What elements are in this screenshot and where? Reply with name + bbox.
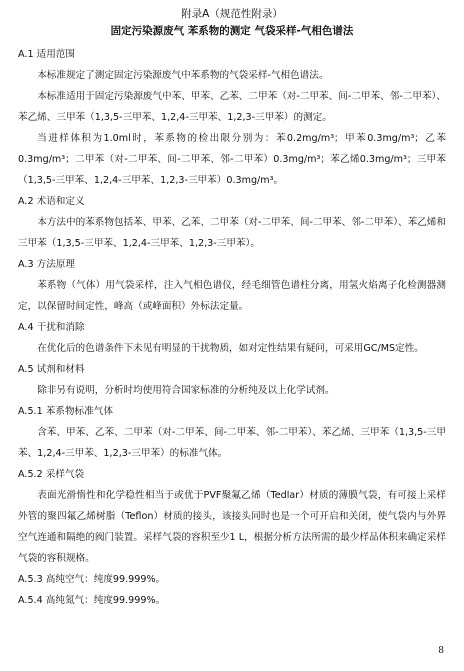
section-a54 xyxy=(18,590,446,611)
section-paragraph: 本标准适用于固定污染源废气中苯、甲苯、乙苯、二甲苯（对-二甲苯、间-二甲苯、邻-二甲苯）、苯乙烯、三甲苯（1,3,5-三甲苯、1,2,4-三甲苯、1,2,3-三甲苯）的测定。 xyxy=(18,91,446,123)
section-paragraph: 本标准规定了测定固定污染源废气中苯系物的气袋采样-气相色谱法。 xyxy=(37,70,329,81)
section-paragraph: 苯系物（气体）用气袋采样，注入气相色谱仪，经毛细管色谱柱分离，用氢火焰离子化检测器测定，以保留时间定性，峰高（或峰面积）外标法定量。 xyxy=(18,280,446,312)
section-a4 xyxy=(18,317,446,359)
section-heading: A.2 术语和定义 xyxy=(18,196,85,207)
section-a1 xyxy=(18,44,446,191)
section-heading: A.5 试剂和材料 xyxy=(18,364,85,375)
section-paragraph: 当进样体积为1.0ml时，苯系物的检出限分别为：苯0.2mg/m³；甲苯0.3mg/m³；乙苯0.3mg/m³；二甲苯（对-二甲苯、间-二甲苯、邻-二甲苯）0.3mg/m³；苯乙烯0.3mg/m³；三甲苯（1,3,5-三甲苯、1,2,4-三甲苯、1,2,3-三甲苯）0.3mg/m³。 xyxy=(18,133,446,186)
section-heading: A.4 干扰和消除 xyxy=(18,322,85,333)
section-paragraph: 在优化后的色谱条件下未见有明显的干扰物质，如对定性结果有疑问，可采用GC/MS定性。 xyxy=(37,343,424,354)
section-heading: A.3 方法原理 xyxy=(18,259,75,270)
section-heading: A.1 适用范围 xyxy=(18,49,75,60)
document-title: 固定污染源废气 苯系物的测定 气袋采样-气相色谱法 xyxy=(110,25,354,37)
section-a53 xyxy=(18,569,446,590)
section-paragraph: 本方法中的苯系物包括苯、甲苯、乙苯、二甲苯（对-二甲苯、间-二甲苯、邻-二甲苯）、苯乙烯和三甲苯（1,3,5-三甲苯、1,2,4-三甲苯、1,2,3-三甲苯）。 xyxy=(18,217,446,249)
section-a5 xyxy=(18,359,446,401)
section-heading: A.5.3 高纯空气：纯度99.999%。 xyxy=(18,574,166,585)
section-paragraph: 除非另有说明，分析时均使用符合国家标准的分析纯及以上化学试剂。 xyxy=(37,385,335,396)
section-a51 xyxy=(18,401,446,464)
section-heading: A.5.1 苯系物标准气体 xyxy=(18,406,113,417)
document-content xyxy=(18,44,446,611)
section-heading: A.5.2 采样气袋 xyxy=(18,469,85,480)
section-paragraph: 含苯、甲苯、乙苯、二甲苯（对-二甲苯、间-二甲苯、邻-二甲苯）、苯乙烯、三甲苯（1,3,5-三甲苯、1,2,4-三甲苯、1,2,3-三甲苯）的标准气体。 xyxy=(18,427,446,459)
appendix-title: 附录A（规范性附录） xyxy=(181,8,283,20)
section-heading: A.5.4 高纯氮气：纯度99.999%。 xyxy=(18,595,166,606)
section-a52 xyxy=(18,464,446,569)
section-paragraph: 表面光滑惰性和化学稳性相当于或优于PVF聚氟乙烯（Tedlar）材质的薄膜气袋，有可接上采样外管的聚四氟乙烯树脂（Teflon）材质的接头，该接头同时也是一个可开启和关闭，使气袋内与外界空气连通和隔绝的阀门装置。采样气袋的容积至少1 L，根据分析方法所需的最少样品体积来确定采样气袋的容积规格。 xyxy=(18,490,446,564)
section-a3 xyxy=(18,254,446,317)
section-a2 xyxy=(18,191,446,254)
page-number: 8 xyxy=(438,646,444,656)
